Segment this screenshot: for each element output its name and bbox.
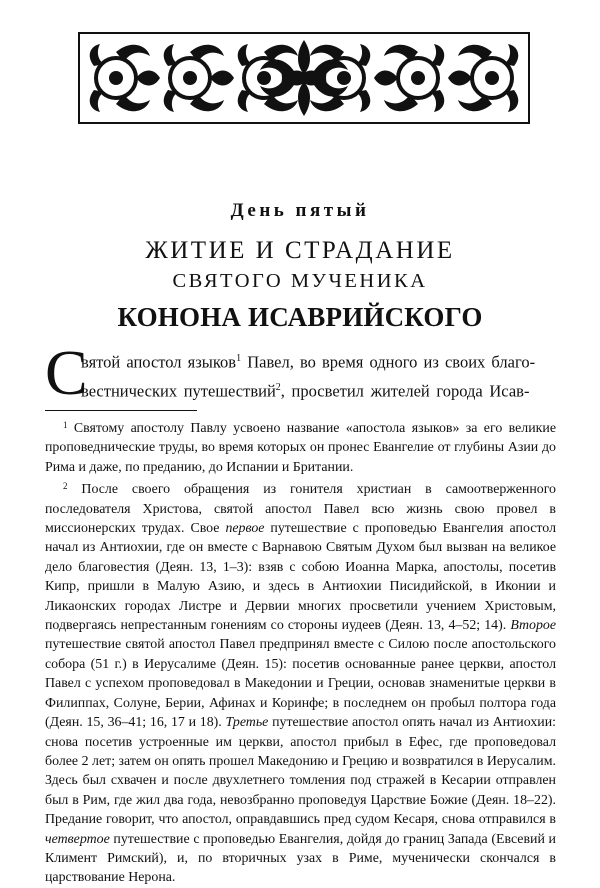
- footnotes: [45, 416, 556, 888]
- body-line-1-text-b: Павел, во время одного из своих благо-: [241, 352, 536, 372]
- footnote-2-text-3: путешествие святой апостол Павел предпринял вместе с Силою после апостольского собора (51 г.) в Иерусалиме (Деян. 15): посетив основанные ранее церкви, апостол Павел с успехом проповедовал в Македонии и Греции, основав знаменитые церкви в Филиппах, Солуне, Берии, Афинах и Коринфе; в последнем он пробыл полтора года (Деян. 15, 36–41; 16, 17 и 18).: [45, 637, 556, 731]
- footnote-2-number: 2: [63, 481, 68, 492]
- footnote-1-text: Святому апостолу Павлу усвоено название «апостола языков» за его великие проповеднические труды, во время которых он пронес Евангелие от глубины Азии до Рима и даже, по преданию, до Испании и Британии.: [45, 421, 556, 475]
- footnote-2-italic-4: четвертое: [45, 831, 110, 847]
- footnote-2-italic-3: Третье: [225, 715, 269, 731]
- footnote-2-italic-1: первое: [225, 521, 265, 537]
- title-line-3: КОНОНА ИСАВРИЙСКОГО: [117, 302, 483, 332]
- body-line-1-text-a: вятой апостол языков: [81, 352, 237, 372]
- title-line-1: ЖИТИЕ И СТРАДАНИЕ: [145, 237, 455, 264]
- footnote-2: [45, 477, 556, 888]
- ornamental-headpiece: [78, 32, 530, 124]
- footnote-ref-2[interactable]: 2: [275, 382, 281, 393]
- day-label: День пятый: [230, 200, 370, 221]
- footnote-separator: [45, 410, 197, 411]
- body-line-1: [81, 344, 535, 377]
- footnote-2-text-1: После своего обращения из гонителя христиан в самоотверженного последователя Христова, святой апостол Павел всю жизнь свою провел в миссионерских трудах. Свое: [45, 482, 556, 537]
- body-line-2-text-b: , просветил жителей города Исав-: [280, 381, 530, 401]
- footnote-ref-1[interactable]: 1: [236, 353, 242, 364]
- title-line-2: СВЯТОГО МУЧЕНИКА: [172, 270, 428, 292]
- body-line-2: [81, 373, 529, 406]
- footnote-2-text-5: путешествие с проповедью Евангелия, дойдя до границ Запада (Евсевий и Климент Римский), и, по вторичных узах в Риме, мученически скончался в царствование Нерона.: [45, 831, 556, 886]
- drop-cap: С: [45, 337, 88, 408]
- footnote-1-number: 1: [63, 420, 68, 430]
- footnote-2-italic-2: Второе: [510, 618, 556, 634]
- footnote-2-text-4: путешествие апостол опять начал из Антиохии: снова посетив устроенные им церкви, апостол прибыл в Ефес, где проповедовал более 2 лет; затем он опять прошел Македонию и Грецию и возвратился в Иерусалим. Здесь был схвачен и после двухлетнего томления под стражей в Кесарии отправлен был в Рим, где жил два года, невозбранно проповедуя Царствие Божие (Деян. 18–22). Предание говорит, что апостол, оправдавшись пред судом Кесаря, снова отправился в: [45, 715, 556, 828]
- footnote-1: [45, 416, 556, 477]
- body-line-2-text-a: вестнических путешествий: [81, 381, 276, 401]
- footnote-2-text-2: путешествие с проповедью Евангелия апостол начал из Антиохии, где он вместе с Варнавою Святым Духом был вызван на великое дело благовестия (Деян. 13, 1–3): взяв с собою Иоанна Марка, апостолы, посетив Кипр, пришли в Малую Азию, и здесь в Антиохии Писидийской, в Иконии и Ликаонских городах Листре и Дервии многих просветили учением Христовым, подвергаясь непрестанным гонениям со стороны иудеев (Деян. 13, 4–52; 14).: [45, 521, 556, 634]
